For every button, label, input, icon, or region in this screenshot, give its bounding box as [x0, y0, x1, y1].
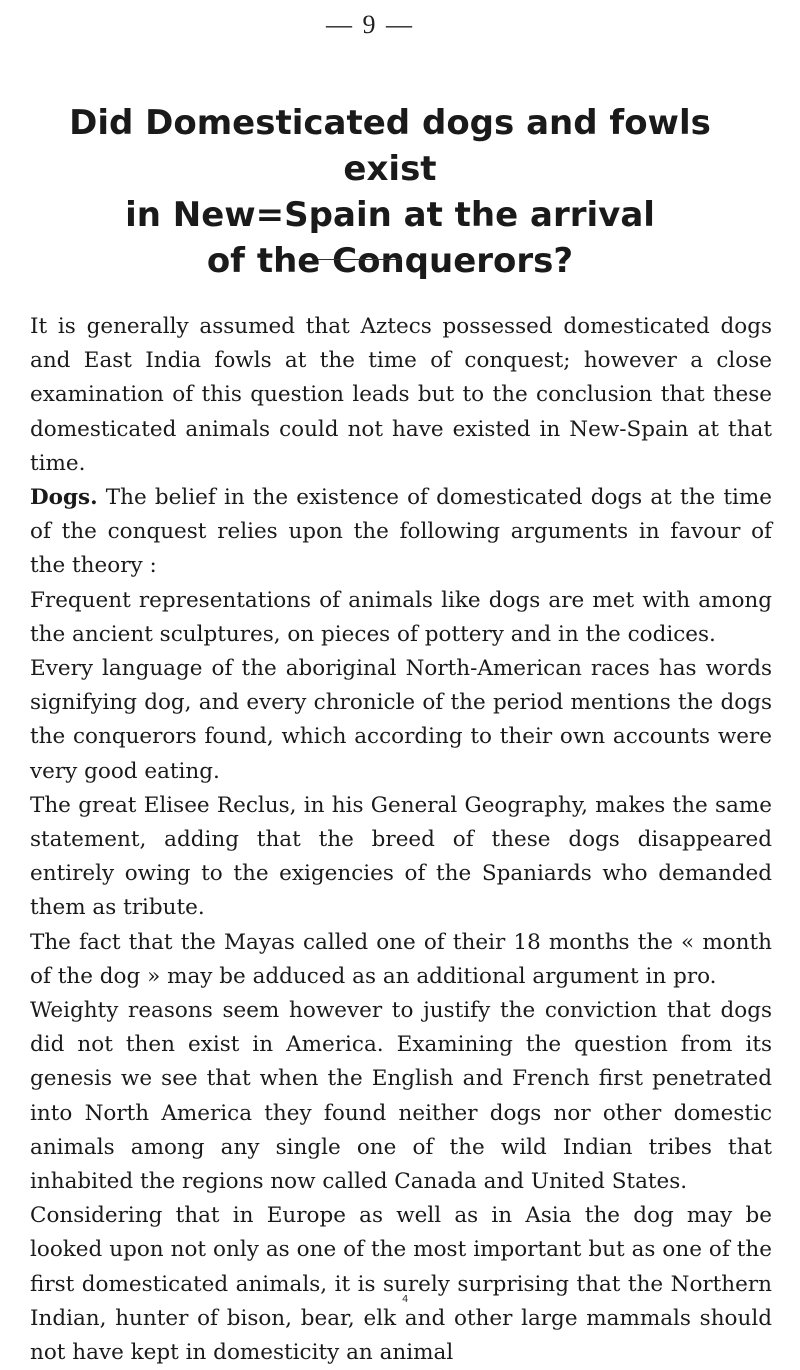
paragraph-intro: It is generally assumed that Aztecs possessed domesticated dogs and East India fowls at the time of conquest; however a close examination of this question leads but to the conclusion that these domesticated animals could not have existed in New-Spain at that time.: [30, 314, 772, 476]
title-line-1: Did Domesticated dogs and fowls exist: [69, 103, 711, 189]
paragraph-mayas: The fact that the Mayas called one of their 18 months the « month of the dog » may be adduced as an additional argument in pro.: [30, 929, 772, 989]
title-divider: [318, 259, 402, 260]
paragraph-dogs: [30, 481, 772, 584]
page-title: [30, 100, 750, 284]
dogs-heading: Dogs.: [30, 485, 98, 511]
title-line-2: in New=Spain at the arrival: [125, 195, 655, 235]
footer-mark: 4: [402, 1294, 409, 1305]
paragraph-considering: Considering that in Europe as well as in Asia the dog may be looked upon not only as one of the most important but as one of the first domesticated animals, it is surely surprising that the Northern Indian, hunter of bison, bear, elk and other large mammals should not have kept in domesticity an animal: [30, 1203, 772, 1366]
page-number: — 9 —: [326, 10, 414, 39]
paragraph-dogs-text: The belief in the existence of domesticated dogs at the time of the conquest relies upon the following arguments in favour of the theory :: [30, 485, 772, 579]
paragraph-reclus: The great Elisee Reclus, in his General Geography, makes the same statement, adding that the breed of these dogs disappeared entirely owing to the exigencies of the Spaniards who demanded them as tribute.: [30, 792, 772, 921]
paragraph-language: Every language of the aboriginal North-American races has words signifying dog, and every chronicle of the period mentions the dogs the conquerors found, which according to their own accounts were very good eating.: [30, 656, 772, 784]
body-text: [30, 310, 772, 1370]
paragraph-representations: Frequent representations of animals like dogs are met with among the ancient sculptures, on pieces of pottery and in the codices.: [30, 587, 772, 647]
paragraph-weighty-reasons: Weighty reasons seem however to justify the conviction that dogs did not then exist in America. Examining the question from its genesis we see that when the English and French first penetrated into North America they found neither dogs nor other domestic animals among any single one of the wild Indian tribes that inhabited the regions now called Canada and United States.: [30, 998, 772, 1195]
title-line-3: of the Conquerors?: [206, 241, 574, 281]
